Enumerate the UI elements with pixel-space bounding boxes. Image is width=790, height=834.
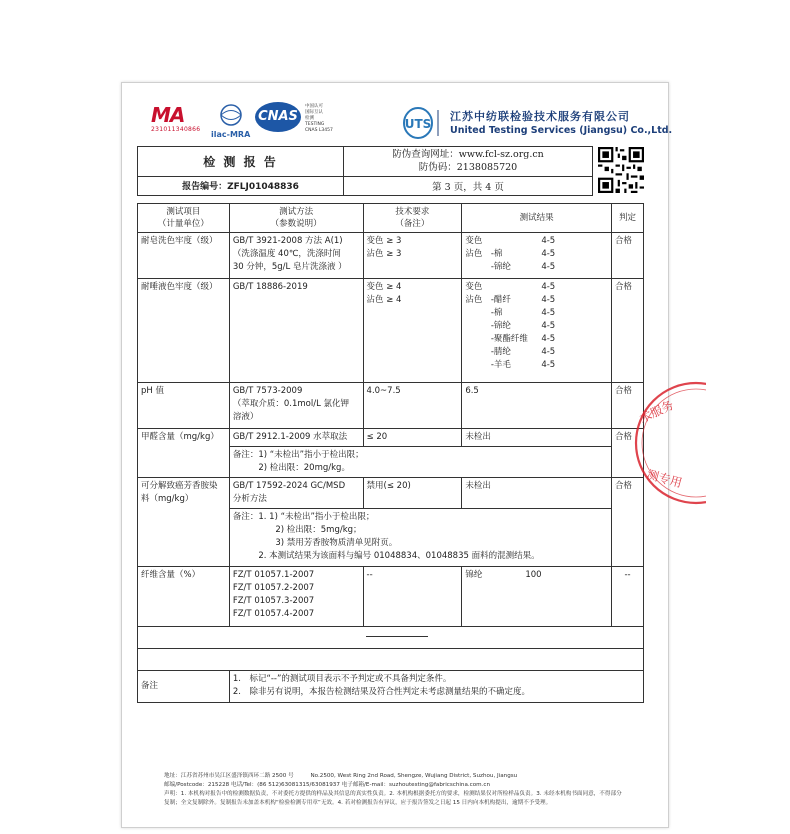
result-value: 4-5 (541, 282, 556, 292)
col-header-requirement (363, 204, 462, 233)
remarks-line: 2. 除非另有说明，本报告检测结果及符合性判定未考虑测量结果的不确定度。 (232, 687, 530, 697)
result-cell (462, 279, 612, 383)
cnas-logo (255, 102, 367, 140)
company-logo (402, 106, 673, 140)
address-en: No.2500, West Ring 2nd Road, Shengze, Wujiang District, Suzhou, Jiangsu (310, 773, 518, 779)
uts-emblem-icon (402, 106, 442, 140)
verdict-cell: 合格 (612, 383, 644, 429)
cnas-small-line: 国际互认 (305, 110, 323, 115)
table-row (138, 567, 644, 627)
requirement-cell (363, 279, 462, 383)
table-row (138, 429, 644, 447)
empty-row (138, 649, 644, 671)
address-cn: 地址：江苏省苏州市吴江区盛泽镇西环二路 2500 号 (164, 773, 294, 779)
inspection-stamp (626, 378, 706, 508)
company-name-cn: 江苏中纺联检验技术服务有限公司 (450, 110, 630, 123)
method-line: FZ/T 01057.2-2007 (232, 583, 315, 593)
method-cell (229, 233, 363, 279)
col-header-line: 测试方法 (279, 207, 314, 217)
col-header-result: 测试结果 (462, 204, 612, 233)
cnas-small-line: CNAS L3457 (305, 128, 333, 133)
footer-statement: 声明：1. 本机构对报告中的检测数据负责，不对委托方提供的样品及其信息的真实性负责。2. 本机构根据委托方的要求，检测结果仅对所检样品负责。3. 未经本机构书面同意，不得部分 (164, 791, 622, 797)
result-label: -锦纶 (465, 262, 511, 272)
empty-cell (138, 649, 644, 671)
verify-url: 防伪查询网址：www.fcl-sz.org.cn (392, 149, 544, 161)
method-line: GB/T 7573-2009 (232, 386, 303, 396)
verdict-cell: 合格 (612, 478, 644, 567)
result-cell (462, 567, 612, 627)
result-value: 4-5 (541, 360, 556, 370)
note-line: 2. 本测试结果为该面料与编号 01048834、01048835 面料的混测结果。 (232, 551, 540, 561)
anti-fake-code: 防伪码：2138085720 (418, 162, 518, 174)
requirement-cell: 禁用(≤ 20) (363, 478, 462, 509)
remarks-row (138, 671, 644, 703)
footer (164, 772, 624, 808)
verdict-cell: 合格 (612, 429, 644, 478)
requirement-line: 变色 ≥ 4 (366, 282, 402, 292)
cnas-small-text (305, 104, 333, 134)
result-label: -腈纶 (465, 347, 511, 357)
table-header-row (138, 204, 644, 233)
method-line: （萃取介质：0.1mol/L 氯化钾 (232, 399, 350, 409)
result-label: -棉 (465, 308, 503, 318)
requirement-line: 沾色 ≥ 4 (366, 295, 402, 305)
note-line: 备注：1) “未检出”指小于检出限； (232, 450, 364, 460)
cnas-small-line: 检测 (305, 116, 314, 121)
method-line: 分析方法 (232, 494, 267, 504)
cma-number: 231011340866 (151, 126, 201, 133)
item-cell: 耐唾液色牢度（级） (138, 279, 230, 383)
method-line: GB/T 18886-2019 (232, 282, 308, 292)
result-value: 4-5 (541, 347, 556, 357)
method-line: FZ/T 01057.4-2007 (232, 609, 315, 619)
cma-logo-text: MA (151, 103, 185, 127)
method-cell (229, 567, 363, 627)
note-line: 备注：1. 1) “未检出”指小于检出限； (232, 512, 375, 522)
footer-contact: 邮编/Postcode：215228 电话/Tel：(86 512)63081315/63081937 电子邮箱/E-mail：suzhoutesting@fabricschina.com.cn (164, 782, 491, 788)
remarks-line: 1. 标记“--”的测试项目表示不予判定或不具备判定条件。 (232, 674, 452, 684)
result-value: 4-5 (541, 262, 556, 272)
report-title: 检 测 报 告 (138, 147, 344, 177)
footer-address (164, 772, 624, 781)
result-label: 沾色 -棉 (465, 249, 503, 259)
end-divider (366, 636, 428, 637)
result-label: -羊毛 (465, 360, 511, 370)
page-info: 第 3 页，共 4 页 (344, 176, 593, 195)
report-header-table (137, 146, 593, 196)
result-value: 4-5 (541, 295, 556, 305)
result-label: 变色 (465, 236, 483, 246)
method-cell (229, 279, 363, 383)
col-header-line: （参数说明） (270, 219, 322, 229)
cnas-small-line: TESTING (305, 122, 325, 127)
requirement-cell: ≤ 20 (363, 429, 462, 447)
table-row (138, 478, 644, 509)
method-line: （洗涤温度 40℃，洗涤时间 (232, 249, 341, 259)
ilac-mra-logo (211, 104, 255, 138)
method-cell (229, 478, 363, 509)
cnas-mark: CNAS (255, 102, 301, 132)
result-label: 沾色 -醋纤 (465, 295, 511, 305)
verdict-cell: 合格 (612, 233, 644, 279)
item-cell: 甲醛含量（mg/kg） (138, 429, 230, 478)
col-header-line: 技术要求 (395, 207, 430, 217)
result-cell: 未检出 (462, 478, 612, 509)
result-value: 4-5 (541, 236, 556, 246)
result-value: 4-5 (541, 249, 556, 259)
remarks-cell (229, 671, 643, 703)
note-cell (229, 509, 611, 567)
accreditation-logos (151, 100, 371, 142)
method-line: GB/T 17592-2024 GC/MSD (232, 481, 346, 491)
col-header-line: 测试项目 (166, 207, 201, 217)
col-header-verdict: 判定 (612, 204, 644, 233)
report-number: 报告编号：ZFLJ01048836 (138, 176, 344, 195)
note-cell (229, 447, 611, 478)
verify-info (344, 147, 593, 177)
col-header-item (138, 204, 230, 233)
result-cell: 6.5 (462, 383, 612, 429)
cma-logo (151, 104, 205, 142)
item-cell: 纤维含量（%） (138, 567, 230, 627)
method-cell (229, 383, 363, 429)
result-label: -锦纶 (465, 321, 511, 331)
test-results-table (137, 203, 644, 703)
remarks-label: 备注 (138, 671, 230, 703)
result-cell (462, 233, 612, 279)
result-label: 锦纶 (465, 570, 483, 580)
empty-row (138, 627, 644, 649)
method-cell: GB/T 2912.1-2009 水萃取法 (229, 429, 363, 447)
qr-code-icon (598, 147, 644, 193)
method-line: FZ/T 01057.3-2007 (232, 596, 315, 606)
ilac-mra-text: ilac-MRA (211, 130, 251, 139)
item-cell: 耐皂洗色牢度（级） (138, 233, 230, 279)
footer-statement: 复制；全文复制除外。复制报告未加盖本机构“检验检测专用章”无效。4. 若对检测报告有异议，应于报告签发之日起 15 日内向本机构提出，逾期不予受理。 (164, 800, 552, 806)
result-value: 4-5 (541, 321, 556, 331)
method-line: 溶液） (232, 412, 259, 422)
table-row (138, 279, 644, 383)
col-header-line: （计量单位） (157, 219, 209, 229)
empty-cell (138, 627, 644, 649)
cnas-small-line: 中国认可 (305, 104, 323, 109)
svg-text:UTS: UTS (404, 117, 432, 131)
result-cell: 未检出 (462, 429, 612, 447)
method-line: GB/T 3921-2008 方法 A(1) (232, 236, 343, 246)
svg-text:测专用: 测专用 (645, 467, 684, 491)
table-row (138, 233, 644, 279)
result-label: 变色 (465, 282, 483, 292)
note-line: 3) 禁用芳香胺物质清单见附页。 (232, 538, 398, 548)
svg-text:术服务: 术服务 (637, 397, 676, 426)
requirement-line: 沾色 ≥ 3 (366, 249, 402, 259)
col-header-line: （备注） (395, 219, 430, 229)
item-cell: 可分解致癌芳香胺染料（mg/kg） (138, 478, 230, 567)
verdict-cell: -- (612, 567, 644, 627)
note-line: 2) 检出限：5mg/kg； (232, 525, 362, 535)
requirement-cell (363, 233, 462, 279)
item-cell: pH 值 (138, 383, 230, 429)
result-label: -聚酯纤维 (465, 334, 528, 344)
company-name-en: United Testing Services (Jiangsu) Co.,Ltd. (450, 125, 673, 136)
result-value: 100 (525, 570, 542, 580)
method-line: 30 分钟，5g/L 皂片洗涤液 ） (232, 262, 347, 272)
col-header-method (229, 204, 363, 233)
requirement-line: 变色 ≥ 3 (366, 236, 402, 246)
result-value: 4-5 (541, 308, 556, 318)
result-value: 4-5 (541, 334, 556, 344)
table-row (138, 383, 644, 429)
requirement-cell: -- (363, 567, 462, 627)
verdict-cell: 合格 (612, 279, 644, 383)
method-line: FZ/T 01057.1-2007 (232, 570, 315, 580)
note-line: 2) 检出限：20mg/kg。 (232, 463, 350, 473)
requirement-cell: 4.0~7.5 (363, 383, 462, 429)
